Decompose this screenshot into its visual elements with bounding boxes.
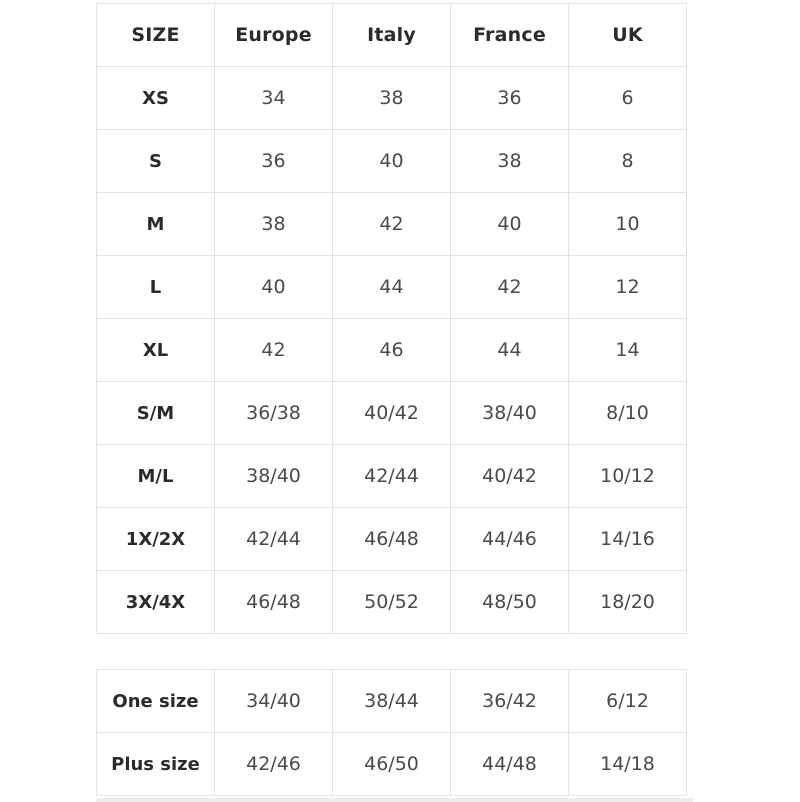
- table-cell: 8/10: [569, 382, 687, 445]
- table-cell: 12: [569, 256, 687, 319]
- size-conversion-table: [96, 3, 687, 634]
- table-cell: 38/40: [215, 445, 333, 508]
- table-cell: 36: [451, 67, 569, 130]
- table-cell: 40: [333, 130, 451, 193]
- table-row: [97, 508, 687, 571]
- table-cell: 38: [451, 130, 569, 193]
- row-label-xl: XL: [97, 319, 215, 382]
- table-cell: 38/40: [451, 382, 569, 445]
- table-cell: 42: [333, 193, 451, 256]
- column-header-italy: Italy: [333, 4, 451, 67]
- table-row: [97, 67, 687, 130]
- table-row: [97, 319, 687, 382]
- table-row: [97, 445, 687, 508]
- table-cell: 38/44: [333, 670, 451, 733]
- table-row: [97, 130, 687, 193]
- column-header-uk: UK: [569, 4, 687, 67]
- table-row: [97, 256, 687, 319]
- table-row: [97, 670, 687, 733]
- table-cell: 40/42: [451, 445, 569, 508]
- table-cell: 42: [451, 256, 569, 319]
- column-header-size: SIZE: [97, 4, 215, 67]
- row-label-1x2x: 1X/2X: [97, 508, 215, 571]
- table-cell: 14/18: [569, 733, 687, 796]
- table-cell: 6: [569, 67, 687, 130]
- table-cell: 46/48: [333, 508, 451, 571]
- table-cell: 38: [215, 193, 333, 256]
- table-cell: 44: [451, 319, 569, 382]
- table-bottom-divider: [96, 798, 693, 802]
- table-cell: 42: [215, 319, 333, 382]
- table-cell: 42/46: [215, 733, 333, 796]
- table-cell: 40: [215, 256, 333, 319]
- table-cell: 38: [333, 67, 451, 130]
- table-cell: 40: [451, 193, 569, 256]
- row-label-l: L: [97, 256, 215, 319]
- table-cell: 10: [569, 193, 687, 256]
- column-header-france: France: [451, 4, 569, 67]
- table-row: [97, 193, 687, 256]
- row-label-s: S: [97, 130, 215, 193]
- table-cell: 50/52: [333, 571, 451, 634]
- table-cell: 36/38: [215, 382, 333, 445]
- table-header-row: [97, 4, 687, 67]
- row-label-m: M: [97, 193, 215, 256]
- row-label-ml: M/L: [97, 445, 215, 508]
- table-cell: 14: [569, 319, 687, 382]
- table-cell: 34/40: [215, 670, 333, 733]
- table-cell: 34: [215, 67, 333, 130]
- table-cell: 8: [569, 130, 687, 193]
- table-cell: 46/50: [333, 733, 451, 796]
- table-cell: 42/44: [333, 445, 451, 508]
- table-cell: 46/48: [215, 571, 333, 634]
- row-label-xs: XS: [97, 67, 215, 130]
- column-header-europe: Europe: [215, 4, 333, 67]
- table-cell: 44/46: [451, 508, 569, 571]
- table-cell: 44/48: [451, 733, 569, 796]
- row-label-sm: S/M: [97, 382, 215, 445]
- table-cell: 46: [333, 319, 451, 382]
- table-cell: 40/42: [333, 382, 451, 445]
- table-row: [97, 571, 687, 634]
- table-cell: 6/12: [569, 670, 687, 733]
- size-chart-page: [96, 3, 686, 802]
- row-label-one-size: One size: [97, 670, 215, 733]
- table-row: [97, 733, 687, 796]
- row-label-3x4x: 3X/4X: [97, 571, 215, 634]
- table-cell: 18/20: [569, 571, 687, 634]
- table-cell: 36/42: [451, 670, 569, 733]
- table-cell: 48/50: [451, 571, 569, 634]
- table-cell: 10/12: [569, 445, 687, 508]
- table-cell: 44: [333, 256, 451, 319]
- table-cell: 36: [215, 130, 333, 193]
- row-label-plus-size: Plus size: [97, 733, 215, 796]
- table-row: [97, 382, 687, 445]
- table-cell: 42/44: [215, 508, 333, 571]
- table-cell: 14/16: [569, 508, 687, 571]
- special-size-table: [96, 669, 687, 796]
